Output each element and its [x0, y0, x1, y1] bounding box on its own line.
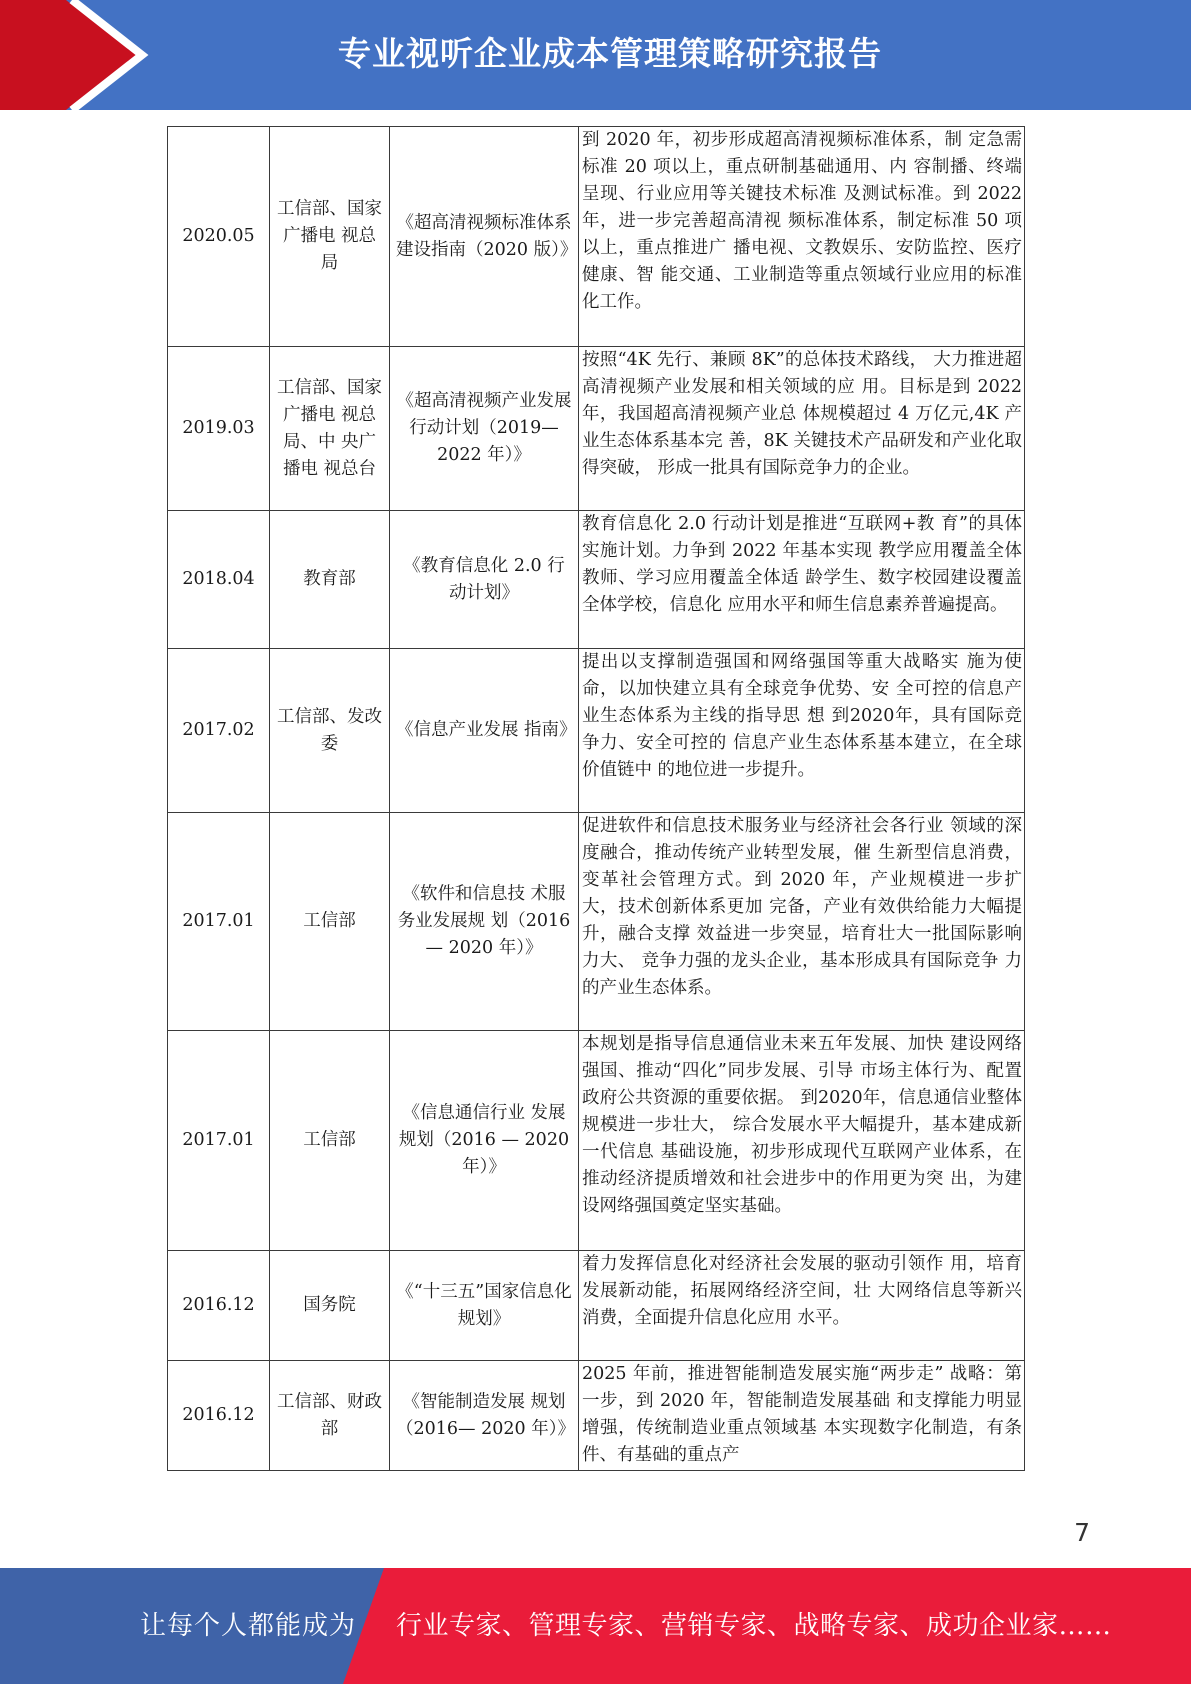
- description-cell: 按照“4K 先行、兼顾 8K”的总体技术路线， 大力推进超高清视频产业发展和相关领域的应 用。目标是到 2022 年，我国超高清视频产业总 体规模超过 4 万亿元,4K 产业生态体系基本完 善，8K 关键技术产品研发和产业化取得突破， 形成一批具有国际竞争力的企业。: [579, 347, 1025, 511]
- page-number: 7: [1074, 1518, 1090, 1547]
- date-cell: 2017.01: [168, 1031, 270, 1251]
- document-cell: 《软件和信息技 术服务业发展规 划（2016— 2020 年）》: [390, 813, 579, 1031]
- table-row: [168, 127, 1025, 347]
- table-row: [168, 813, 1025, 1031]
- department-cell: 工信部、财政部: [270, 1361, 390, 1471]
- table-row: [168, 1251, 1025, 1361]
- policy-table: [167, 126, 1025, 1471]
- table-row: [168, 511, 1025, 649]
- document-cell: 《信息通信行业 发展规划（2016 — 2020 年）》: [390, 1031, 579, 1251]
- document-cell: 《超高清视频标准体系建设指南（2020 版）》: [390, 127, 579, 347]
- header-banner: [0, 0, 1191, 110]
- department-cell: 工信部、国家广播电 视总局: [270, 127, 390, 347]
- footer-slogan-left: 让每个人都能成为: [140, 1611, 357, 1641]
- description-cell: 着力发挥信息化对经济社会发展的驱动引领作 用，培育发展新动能，拓展网络经济空间，壮 大网络信息等新兴消费，全面提升信息化应用 水平。: [579, 1251, 1025, 1361]
- document-cell: 《信息产业发展 指南》: [390, 649, 579, 813]
- table-row: [168, 1031, 1025, 1251]
- department-cell: 工信部、发改委: [270, 649, 390, 813]
- footer-banner: [0, 1568, 1191, 1684]
- date-cell: 2017.02: [168, 649, 270, 813]
- description-cell: 教育信息化 2.0 行动计划是推进“互联网+教 育”的具体实施计划。力争到 2022 年基本实现 教学应用覆盖全体教师、学习应用覆盖全体适 龄学生、数字校园建设覆盖全体学校，信息化 应用水平和师生信息素养普遍提高。: [579, 511, 1025, 649]
- table-row: [168, 1361, 1025, 1471]
- description-cell: 2025 年前，推进智能制造发展实施“两步走” 战略：第一步，到 2020 年，智能制造发展基础 和支撑能力明显增强，传统制造业重点领域基 本实现数字化制造，有条件、有基础的重点产: [579, 1361, 1025, 1471]
- header-red-arrow: [0, 0, 150, 110]
- date-cell: 2016.12: [168, 1251, 270, 1361]
- document-cell: 《教育信息化 2.0 行动计划》: [390, 511, 579, 649]
- document-cell: 《智能制造发展 规划（2016— 2020 年）》: [390, 1361, 579, 1471]
- date-cell: 2019.03: [168, 347, 270, 511]
- date-cell: 2017.01: [168, 813, 270, 1031]
- department-cell: 工信部: [270, 1031, 390, 1251]
- description-cell: 本规划是指导信息通信业未来五年发展、加快 建设网络强国、推动“四化”同步发展、引导 市场主体行为、配置政府公共资源的重要依据。 到2020年，信息通信业整体规模进一步壮大， 综合发展水平大幅提升，基本建成新一代信息 基础设施，初步形成现代互联网产业体系，在 推动经济提质增效和社会进步中的作用更为突 出，为建设网络强国奠定坚实基础。: [579, 1031, 1025, 1251]
- date-cell: 2020.05: [168, 127, 270, 347]
- description-cell: 提出以支撑制造强国和网络强国等重大战略实 施为使命，以加快建立具有全球竞争优势、安 全可控的信息产业生态体系为主线的指导思 想 到2020年，具有国际竞争力、安全可控的 信息产业生态体系基本建立，在全球价值链中 的地位进一步提升。: [579, 649, 1025, 813]
- table-row: [168, 347, 1025, 511]
- document-cell: 《“十三五”国家信息化规划》: [390, 1251, 579, 1361]
- department-cell: 工信部: [270, 813, 390, 1031]
- document-cell: 《超高清视频产业发展行动计划（2019—2022 年）》: [390, 347, 579, 511]
- department-cell: 国务院: [270, 1251, 390, 1361]
- description-cell: 到 2020 年，初步形成超高清视频标准体系，制 定急需标准 20 项以上，重点研制基础通用、内 容制播、终端呈现、行业应用等关键技术标准 及测试标准。到 2022 年，进一步完善超高清视 频标准体系，制定标准 50 项以上，重点推进广 播电视、文教娱乐、安防监控、医疗健康、智 能交通、工业制造等重点领域行业应用的标准 化工作。: [579, 127, 1025, 347]
- report-title: 专业视听企业成本管理策略研究报告: [338, 34, 882, 73]
- table-row: [168, 649, 1025, 813]
- footer-slogan-right: 行业专家、管理专家、营销专家、战略专家、成功企业家……: [396, 1611, 1112, 1641]
- description-cell: 促进软件和信息技术服务业与经济社会各行业 领域的深度融合，推动传统产业转型发展，催 生新型信息消费，变革社会管理方式。到 2020 年，产业规模进一步扩大，技术创新体系更加 完备，产业有效供给能力大幅提升，融合支撑 效益进一步突显，培育壮大一批国际影响力大、 竞争力强的龙头企业，基本形成具有国际竞争 力的产业生态体系。: [579, 813, 1025, 1031]
- date-cell: 2016.12: [168, 1361, 270, 1471]
- date-cell: 2018.04: [168, 511, 270, 649]
- department-cell: 工信部、国家广播电 视总局、中 央广播电 视总台: [270, 347, 390, 511]
- department-cell: 教育部: [270, 511, 390, 649]
